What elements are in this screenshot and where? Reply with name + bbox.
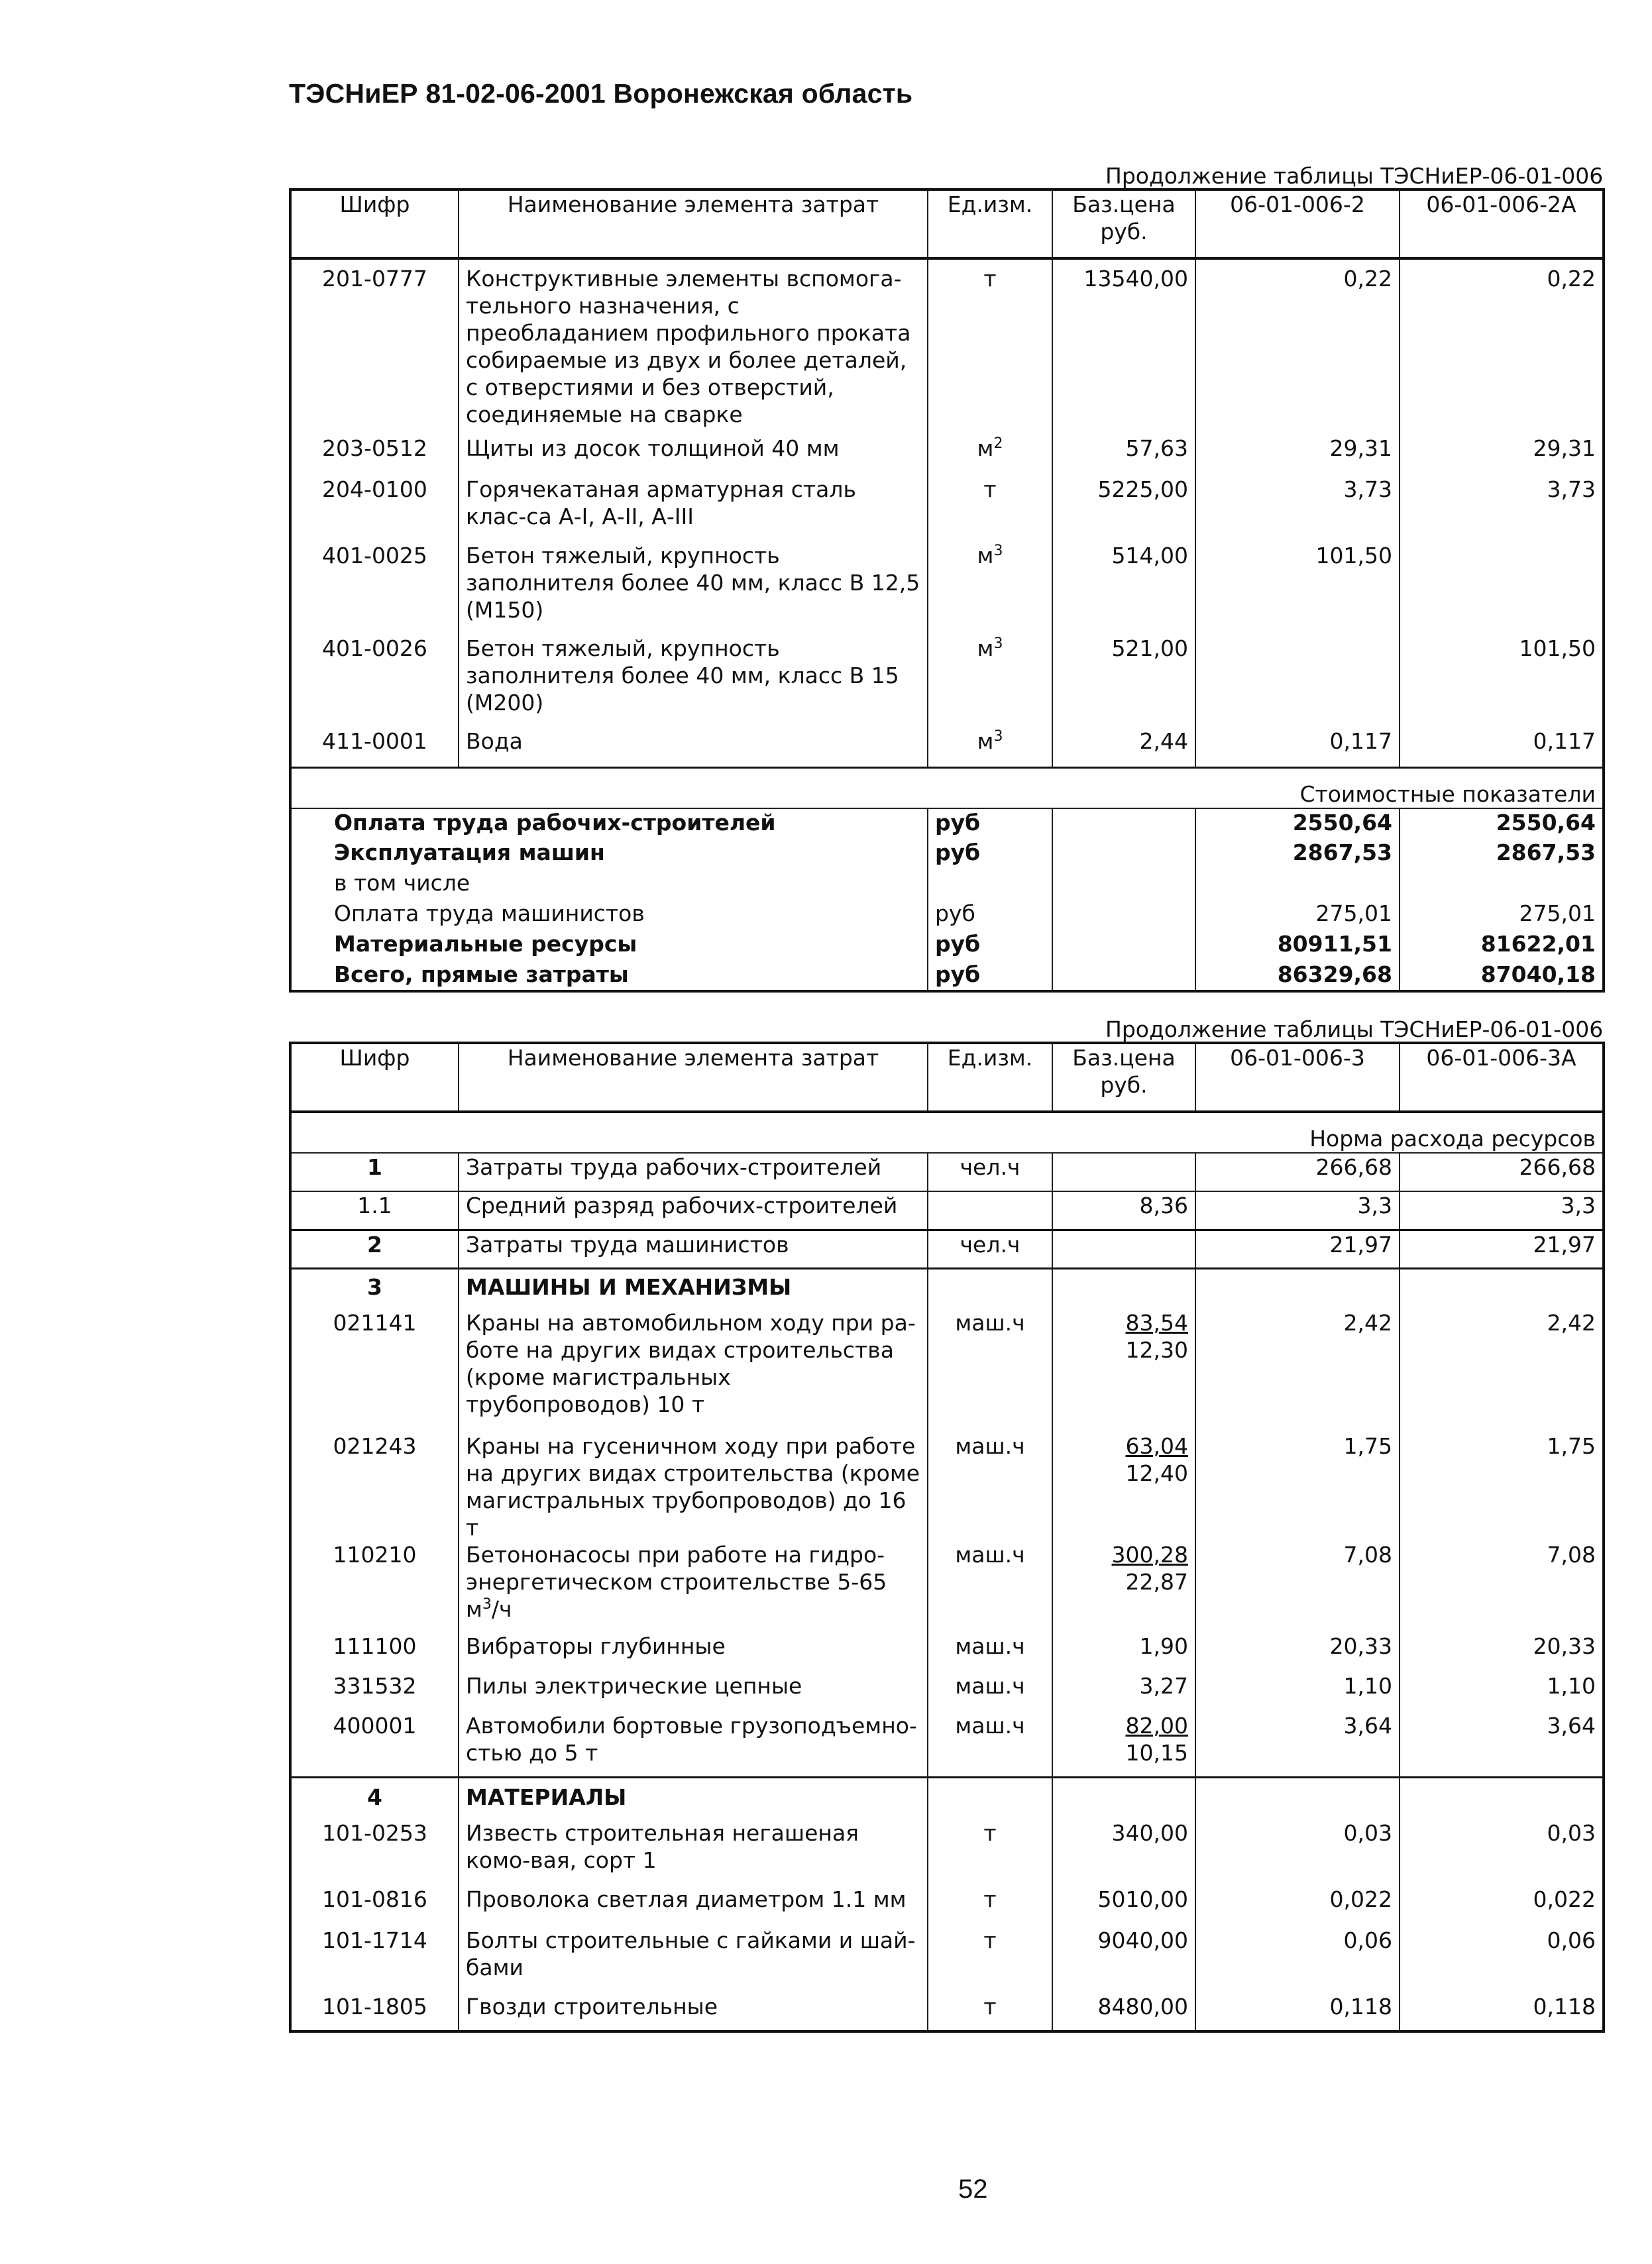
section-row (290, 1777, 1604, 1819)
row-name: Бетононасосы при работе на гидро-энергетическом строительстве 5-65 $м^3/ч$ (459, 1541, 928, 1633)
row-name: Болты строительные с гайками и шай-бами (459, 1927, 928, 1993)
section-code: 4 (290, 1777, 459, 1819)
row-value-a: 0,06 (1195, 1927, 1400, 1993)
row-value-b: 1,75 (1400, 1432, 1604, 1541)
row-code: 401-0025 (290, 542, 459, 635)
table-row (290, 1712, 1604, 1777)
row-code: 201-0777 (290, 258, 459, 435)
row-name: Конструктивные элементы вспомога-тельного назначения, с преобладанием профильного проката собираемые из двух и более деталей, с отверстиями и без отверстий, соединяемые на сварке (459, 258, 928, 435)
cost-unit: руб (928, 808, 1052, 839)
row-name: Затраты труда машинистов (459, 1230, 928, 1268)
row-code: 331532 (290, 1672, 459, 1712)
col-code-header: Шифр (290, 1043, 459, 1112)
row-unit: $м^3$ (928, 542, 1052, 635)
row-name: Бетон тяжелый, крупность заполнителя более 40 мм, класс В 12,5 (М150) (459, 542, 928, 635)
cost-label: Оплата труда машинистов (290, 900, 928, 930)
col-price-header: Баз.цена руб. (1052, 1043, 1195, 1112)
row-name: Известь строительная негашеная комо-вая, сорт 1 (459, 1819, 928, 1886)
row-value-b: 3,64 (1400, 1712, 1604, 1777)
row-value-a: 0,022 (1195, 1886, 1400, 1927)
row-price: 83,54 12,30 (1052, 1309, 1195, 1432)
row-price: 340,00 (1052, 1819, 1195, 1886)
row-unit: $м^3$ (928, 635, 1052, 728)
cost-row (290, 961, 1604, 991)
cost-label: в том числе (290, 869, 928, 900)
col-unit-header: Ед.изм. (928, 1043, 1052, 1112)
page-number: 52 (958, 2175, 988, 2204)
row-value-b: 101,50 (1400, 635, 1604, 728)
section-row (290, 1268, 1604, 1309)
resource-norms-band: Норма расхода ресурсов (290, 1112, 1604, 1153)
table-row (290, 1541, 1604, 1633)
row-code: 021141 (290, 1309, 459, 1432)
row-code: 1.1 (290, 1191, 459, 1230)
table-row (290, 1633, 1604, 1672)
cost-value-a: 275,01 (1195, 900, 1400, 930)
row-value-a: 2,42 (1195, 1309, 1400, 1432)
row-value-b: 29,31 (1400, 435, 1604, 476)
row-unit: чел.ч (928, 1230, 1052, 1268)
table-header (290, 189, 1604, 258)
table-row (290, 1927, 1604, 1993)
row-value-b: 0,022 (1400, 1886, 1604, 1927)
row-unit: маш.ч (928, 1432, 1052, 1541)
row-unit: маш.ч (928, 1712, 1052, 1777)
row-value-b: 21,97 (1400, 1230, 1604, 1268)
row-price: 8480,00 (1052, 1993, 1195, 2031)
row-name: Бетон тяжелый, крупность заполнителя более 40 мм, класс В 15 (М200) (459, 635, 928, 728)
col-code-header: Шифр (290, 189, 459, 258)
row-price: 9040,00 (1052, 1927, 1195, 1993)
cost-price (1052, 869, 1195, 900)
row-value-a: 0,03 (1195, 1819, 1400, 1886)
row-value-a (1195, 635, 1400, 728)
cost-price (1052, 839, 1195, 869)
row-name: Горячекатаная арматурная сталь клас-са А-I, А-II, А-III (459, 476, 928, 542)
row-name: Вибраторы глубинные (459, 1633, 928, 1672)
cost-unit: руб (928, 839, 1052, 869)
cost-value-a: 80911,51 (1195, 930, 1400, 961)
row-code: 101-0253 (290, 1819, 459, 1886)
section-title: МАШИНЫ И МЕХАНИЗМЫ (459, 1268, 928, 1309)
resources-table-1 (289, 188, 1605, 993)
col-a-header: 06-01-006-2 (1195, 189, 1400, 258)
row-code: 401-0026 (290, 635, 459, 728)
row-price (1052, 1153, 1195, 1191)
row-value-a: 20,33 (1195, 1633, 1400, 1672)
row-unit: т (928, 1819, 1052, 1886)
cost-label: Материальные ресурсы (290, 930, 928, 961)
table-row (290, 1230, 1604, 1268)
row-value-a: 0,22 (1195, 258, 1400, 435)
row-value-b: 20,33 (1400, 1633, 1604, 1672)
resources-table-2 (289, 1042, 1605, 2033)
row-code: 110210 (290, 1541, 459, 1633)
table-row (290, 1309, 1604, 1432)
row-code: 101-1805 (290, 1993, 459, 2031)
row-price: 3,27 (1052, 1672, 1195, 1712)
row-value-b: 3,3 (1400, 1191, 1604, 1230)
row-value-a: 1,10 (1195, 1672, 1400, 1712)
row-unit: т (928, 1886, 1052, 1927)
table-row (290, 1153, 1604, 1191)
table1-continuation-note: Продолжение таблицы ТЭСНиЕР-06-01-006 (1105, 163, 1604, 189)
row-price: 63,04 12,40 (1052, 1432, 1195, 1541)
row-unit: т (928, 1927, 1052, 1993)
cost-price (1052, 900, 1195, 930)
cost-value-a: 86329,68 (1195, 961, 1400, 991)
row-unit: $м^3$ (928, 728, 1052, 767)
row-name: Вода (459, 728, 928, 767)
row-name: Затраты труда рабочих-строителей (459, 1153, 928, 1191)
cost-price (1052, 808, 1195, 839)
row-value-a: 29,31 (1195, 435, 1400, 476)
table-row (290, 1886, 1604, 1927)
row-code: 411-0001 (290, 728, 459, 767)
row-value-a: 21,97 (1195, 1230, 1400, 1268)
row-price (1052, 1230, 1195, 1268)
cost-value-b: 275,01 (1400, 900, 1604, 930)
table2-continuation-note: Продолжение таблицы ТЭСНиЕР-06-01-006 (1105, 1016, 1604, 1042)
row-unit: маш.ч (928, 1541, 1052, 1633)
row-price: 5010,00 (1052, 1886, 1195, 1927)
row-value-b: 0,06 (1400, 1927, 1604, 1993)
row-code: 400001 (290, 1712, 459, 1777)
row-value-a: 0,118 (1195, 1993, 1400, 2031)
row-code: 101-0816 (290, 1886, 459, 1927)
row-value-b: 0,118 (1400, 1993, 1604, 2031)
table-row (290, 1432, 1604, 1541)
cost-indicators-band: Стоимостные показатели (290, 767, 1604, 808)
table-row (290, 1191, 1604, 1230)
cost-row (290, 808, 1604, 839)
col-name-header: Наименование элемента затрат (459, 189, 928, 258)
section-band (290, 1112, 1604, 1153)
row-unit: $м^2$ (928, 435, 1052, 476)
row-price: 300,28 22,87 (1052, 1541, 1195, 1633)
row-value-a: 7,08 (1195, 1541, 1400, 1633)
cost-unit: руб (928, 930, 1052, 961)
table-row (290, 258, 1604, 435)
row-name: Краны на автомобильном ходу при ра-боте на других видах строительства (кроме магистральных трубопроводов) 10 т (459, 1309, 928, 1432)
col-price-header: Баз.цена руб. (1052, 189, 1195, 258)
row-price: 8,36 (1052, 1191, 1195, 1230)
cost-label: Эксплуатация машин (290, 839, 928, 869)
row-name: Гвозди строительные (459, 1993, 928, 2031)
row-value-b: 1,10 (1400, 1672, 1604, 1712)
col-b-header: 06-01-006-2А (1400, 189, 1604, 258)
cost-unit: руб (928, 900, 1052, 930)
cost-row (290, 839, 1604, 869)
cost-row (290, 869, 1604, 900)
cost-row (290, 900, 1604, 930)
table-row (290, 435, 1604, 476)
row-price: 57,63 (1052, 435, 1195, 476)
section-title: МАТЕРИАЛЫ (459, 1777, 928, 1819)
col-b-header: 06-01-006-3А (1400, 1043, 1604, 1112)
table-header (290, 1043, 1604, 1112)
row-value-b: 0,117 (1400, 728, 1604, 767)
row-value-b: 3,73 (1400, 476, 1604, 542)
cost-value-b: 81622,01 (1400, 930, 1604, 961)
section-band (290, 767, 1604, 808)
row-name: Краны на гусеничном ходу при работе на других видах строительства (кроме магистральных трубопроводов) до 16 т (459, 1432, 928, 1541)
row-price: 5225,00 (1052, 476, 1195, 542)
table-row (290, 635, 1604, 728)
row-value-b: 2,42 (1400, 1309, 1604, 1432)
table-row (290, 476, 1604, 542)
row-value-a: 101,50 (1195, 542, 1400, 635)
table-row (290, 542, 1604, 635)
row-value-b: 7,08 (1400, 1541, 1604, 1633)
row-value-b: 0,22 (1400, 258, 1604, 435)
cost-value-b: 87040,18 (1400, 961, 1604, 991)
table-row (290, 1993, 1604, 2031)
cost-value-a: 2550,64 (1195, 808, 1400, 839)
row-value-a: 3,64 (1195, 1712, 1400, 1777)
cost-value-a (1195, 869, 1400, 900)
row-name: Пилы электрические цепные (459, 1672, 928, 1712)
cost-label: Всего, прямые затраты (290, 961, 928, 991)
row-code: 111100 (290, 1633, 459, 1672)
cost-price (1052, 930, 1195, 961)
cost-value-b (1400, 869, 1604, 900)
row-code: 021243 (290, 1432, 459, 1541)
cost-price (1052, 961, 1195, 991)
col-name-header: Наименование элемента затрат (459, 1043, 928, 1112)
row-price: 82,00 10,15 (1052, 1712, 1195, 1777)
row-code: 204-0100 (290, 476, 459, 542)
row-price: 514,00 (1052, 542, 1195, 635)
row-value-a: 1,75 (1195, 1432, 1400, 1541)
cost-unit: руб (928, 961, 1052, 991)
cost-unit (928, 869, 1052, 900)
row-value-a: 266,68 (1195, 1153, 1400, 1191)
row-unit: т (928, 258, 1052, 435)
row-value-b (1400, 542, 1604, 635)
row-code: 101-1714 (290, 1927, 459, 1993)
row-value-a: 3,73 (1195, 476, 1400, 542)
table-row (290, 1819, 1604, 1886)
row-value-b: 266,68 (1400, 1153, 1604, 1191)
col-a-header: 06-01-006-3 (1195, 1043, 1400, 1112)
row-value-b: 0,03 (1400, 1819, 1604, 1886)
row-unit: маш.ч (928, 1633, 1052, 1672)
row-price: 521,00 (1052, 635, 1195, 728)
row-code: 203-0512 (290, 435, 459, 476)
row-price: 13540,00 (1052, 258, 1195, 435)
table-row (290, 1672, 1604, 1712)
row-unit: т (928, 476, 1052, 542)
row-value-a: 3,3 (1195, 1191, 1400, 1230)
row-name: Проволока светлая диаметром 1.1 мм (459, 1886, 928, 1927)
row-price: 1,90 (1052, 1633, 1195, 1672)
row-unit (928, 1191, 1052, 1230)
cost-row (290, 930, 1604, 961)
row-unit: маш.ч (928, 1309, 1052, 1432)
cost-value-b: 2550,64 (1400, 808, 1604, 839)
row-code: 1 (290, 1153, 459, 1191)
row-price: 2,44 (1052, 728, 1195, 767)
row-value-a: 0,117 (1195, 728, 1400, 767)
row-unit: т (928, 1993, 1052, 2031)
table-row (290, 728, 1604, 767)
cost-label: Оплата труда рабочих-строителей (290, 808, 928, 839)
section-code: 3 (290, 1268, 459, 1309)
cost-value-a: 2867,53 (1195, 839, 1400, 869)
row-name: Щиты из досок толщиной 40 мм (459, 435, 928, 476)
row-unit: маш.ч (928, 1672, 1052, 1712)
row-code: 2 (290, 1230, 459, 1268)
cost-value-b: 2867,53 (1400, 839, 1604, 869)
row-name: Автомобили бортовые грузоподъемно-стью до 5 т (459, 1712, 928, 1777)
col-unit-header: Ед.изм. (928, 189, 1052, 258)
row-unit: чел.ч (928, 1153, 1052, 1191)
row-name: Средний разряд рабочих-строителей (459, 1191, 928, 1230)
page-title: ТЭСНиЕР 81-02-06-2001 Воронежская область (289, 78, 913, 109)
